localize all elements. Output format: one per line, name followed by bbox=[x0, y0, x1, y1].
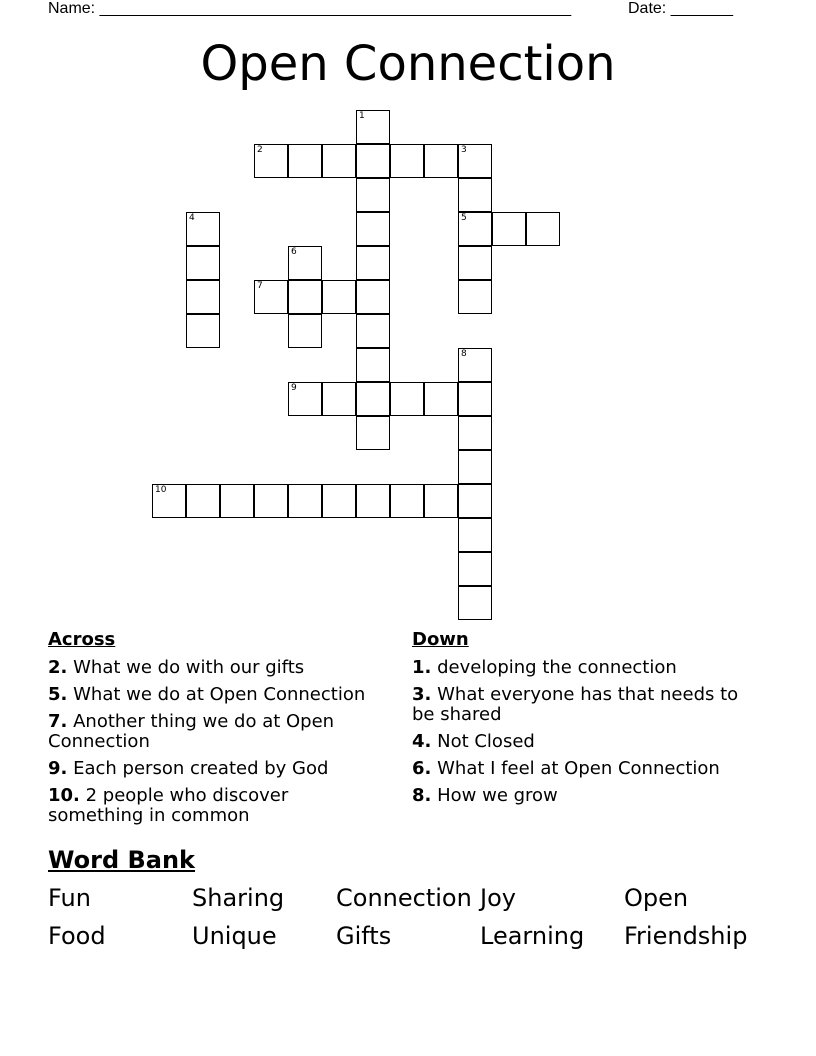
across-clues bbox=[48, 630, 388, 833]
cell-number: 4 bbox=[189, 213, 195, 223]
crossword-cell[interactable] bbox=[458, 178, 492, 212]
clue-down-6 bbox=[412, 759, 752, 779]
crossword-cell[interactable] bbox=[288, 144, 322, 178]
clue-across-9 bbox=[48, 759, 388, 779]
crossword-cell[interactable] bbox=[288, 246, 322, 280]
crossword-cell[interactable] bbox=[356, 314, 390, 348]
clue-down-1 bbox=[412, 658, 752, 678]
crossword-cell[interactable] bbox=[424, 144, 458, 178]
crossword-cell[interactable] bbox=[356, 416, 390, 450]
crossword-cell[interactable] bbox=[492, 212, 526, 246]
crossword-cell[interactable] bbox=[322, 484, 356, 518]
cell-number: 8 bbox=[461, 349, 467, 359]
down-clues bbox=[412, 630, 752, 813]
cell-number: 9 bbox=[291, 383, 297, 393]
name-field-label[interactable]: Name: _____________________________________________________ bbox=[48, 0, 572, 17]
crossword-cell[interactable] bbox=[356, 280, 390, 314]
crossword-cell[interactable] bbox=[322, 280, 356, 314]
crossword-cell[interactable] bbox=[390, 144, 424, 178]
clue-text: Each person created by God bbox=[73, 758, 329, 779]
clue-text: Not Closed bbox=[437, 731, 535, 752]
crossword-cell[interactable] bbox=[186, 484, 220, 518]
clue-down-8 bbox=[412, 786, 752, 806]
word-bank-item: Sharing bbox=[192, 884, 285, 912]
crossword-cell[interactable] bbox=[288, 484, 322, 518]
clue-across-7 bbox=[48, 712, 388, 752]
cell-number: 2 bbox=[257, 145, 263, 155]
clue-text: What I feel at Open Connection bbox=[437, 758, 720, 779]
crossword-cell[interactable] bbox=[356, 178, 390, 212]
clue-text: developing the connection bbox=[437, 657, 677, 678]
crossword-cell[interactable] bbox=[288, 280, 322, 314]
clue-number: 7. bbox=[48, 711, 68, 732]
crossword-cell[interactable] bbox=[458, 382, 492, 416]
word-bank-item: Unique bbox=[192, 922, 277, 950]
clue-text: 2 people who discover something in common bbox=[48, 785, 289, 826]
crossword-cell[interactable] bbox=[254, 484, 288, 518]
crossword-cell[interactable] bbox=[390, 484, 424, 518]
crossword-cell[interactable] bbox=[186, 212, 220, 246]
page-title: Open Connection bbox=[200, 36, 616, 92]
crossword-cell[interactable] bbox=[458, 450, 492, 484]
crossword-cell[interactable] bbox=[254, 280, 288, 314]
crossword-cell[interactable] bbox=[458, 246, 492, 280]
clue-across-2 bbox=[48, 658, 388, 678]
crossword-cell[interactable] bbox=[458, 144, 492, 178]
crossword-cell[interactable] bbox=[390, 382, 424, 416]
crossword-cell[interactable] bbox=[220, 484, 254, 518]
clue-across-5 bbox=[48, 685, 388, 705]
crossword-cell[interactable] bbox=[424, 382, 458, 416]
crossword-cell[interactable] bbox=[458, 518, 492, 552]
cell-number: 10 bbox=[155, 485, 167, 495]
word-bank-item: Open bbox=[624, 884, 689, 912]
clue-text: What everyone has that needs to be shared bbox=[412, 684, 739, 725]
clue-text: How we grow bbox=[437, 785, 558, 806]
crossword-cell[interactable] bbox=[356, 484, 390, 518]
clue-number: 10. bbox=[48, 785, 80, 806]
crossword-cell[interactable] bbox=[356, 212, 390, 246]
crossword-cell[interactable] bbox=[322, 144, 356, 178]
clue-text: What we do with our gifts bbox=[73, 657, 305, 678]
crossword-cell[interactable] bbox=[458, 280, 492, 314]
word-bank-item: Connection bbox=[336, 884, 472, 912]
word-bank-item: Fun bbox=[48, 884, 91, 912]
crossword-cell[interactable] bbox=[186, 246, 220, 280]
crossword-cell[interactable] bbox=[356, 144, 390, 178]
clue-text: What we do at Open Connection bbox=[73, 684, 366, 705]
word-bank bbox=[48, 884, 788, 950]
crossword-cell[interactable] bbox=[424, 484, 458, 518]
word-bank-item: Joy bbox=[480, 884, 516, 912]
crossword-cell[interactable] bbox=[526, 212, 560, 246]
cell-number: 6 bbox=[291, 247, 297, 257]
word-bank-item: Gifts bbox=[336, 922, 392, 950]
across-heading: Across bbox=[48, 629, 116, 650]
word-bank-item: Friendship bbox=[624, 922, 748, 950]
crossword-cell[interactable] bbox=[288, 314, 322, 348]
clue-down-3 bbox=[412, 685, 752, 725]
crossword-cell[interactable] bbox=[458, 586, 492, 620]
clue-down-4 bbox=[412, 732, 752, 752]
crossword-cell[interactable] bbox=[186, 314, 220, 348]
date-field-label[interactable]: Date: _______ bbox=[628, 0, 733, 17]
crossword-cell[interactable] bbox=[322, 382, 356, 416]
crossword-cell[interactable] bbox=[458, 416, 492, 450]
clue-number: 8. bbox=[412, 785, 432, 806]
crossword-cell[interactable] bbox=[186, 280, 220, 314]
cell-number: 1 bbox=[359, 111, 365, 121]
crossword-cell[interactable] bbox=[152, 484, 186, 518]
clue-number: 6. bbox=[412, 758, 432, 779]
down-heading: Down bbox=[412, 629, 469, 650]
crossword-cell[interactable] bbox=[288, 382, 322, 416]
crossword-cell[interactable] bbox=[356, 246, 390, 280]
crossword-cell[interactable] bbox=[458, 552, 492, 586]
clue-number: 9. bbox=[48, 758, 68, 779]
crossword-cell[interactable] bbox=[458, 348, 492, 382]
crossword-cell[interactable] bbox=[254, 144, 288, 178]
word-bank-item: Food bbox=[48, 922, 106, 950]
crossword-cell[interactable] bbox=[356, 348, 390, 382]
clue-number: 5. bbox=[48, 684, 68, 705]
clue-text: Another thing we do at Open Connection bbox=[48, 711, 335, 752]
word-bank-item: Learning bbox=[480, 922, 585, 950]
crossword-cell[interactable] bbox=[356, 382, 390, 416]
clue-number: 2. bbox=[48, 657, 68, 678]
cell-number: 7 bbox=[257, 281, 263, 291]
cell-number: 3 bbox=[461, 145, 467, 155]
crossword-cell[interactable] bbox=[356, 110, 390, 144]
word-bank-title: Word Bank bbox=[48, 846, 196, 874]
clue-number: 3. bbox=[412, 684, 432, 705]
cell-number: 5 bbox=[461, 213, 467, 223]
clue-number: 4. bbox=[412, 731, 432, 752]
clue-number: 1. bbox=[412, 657, 432, 678]
crossword-cell[interactable] bbox=[458, 212, 492, 246]
crossword-cell[interactable] bbox=[458, 484, 492, 518]
clue-across-10 bbox=[48, 786, 388, 826]
